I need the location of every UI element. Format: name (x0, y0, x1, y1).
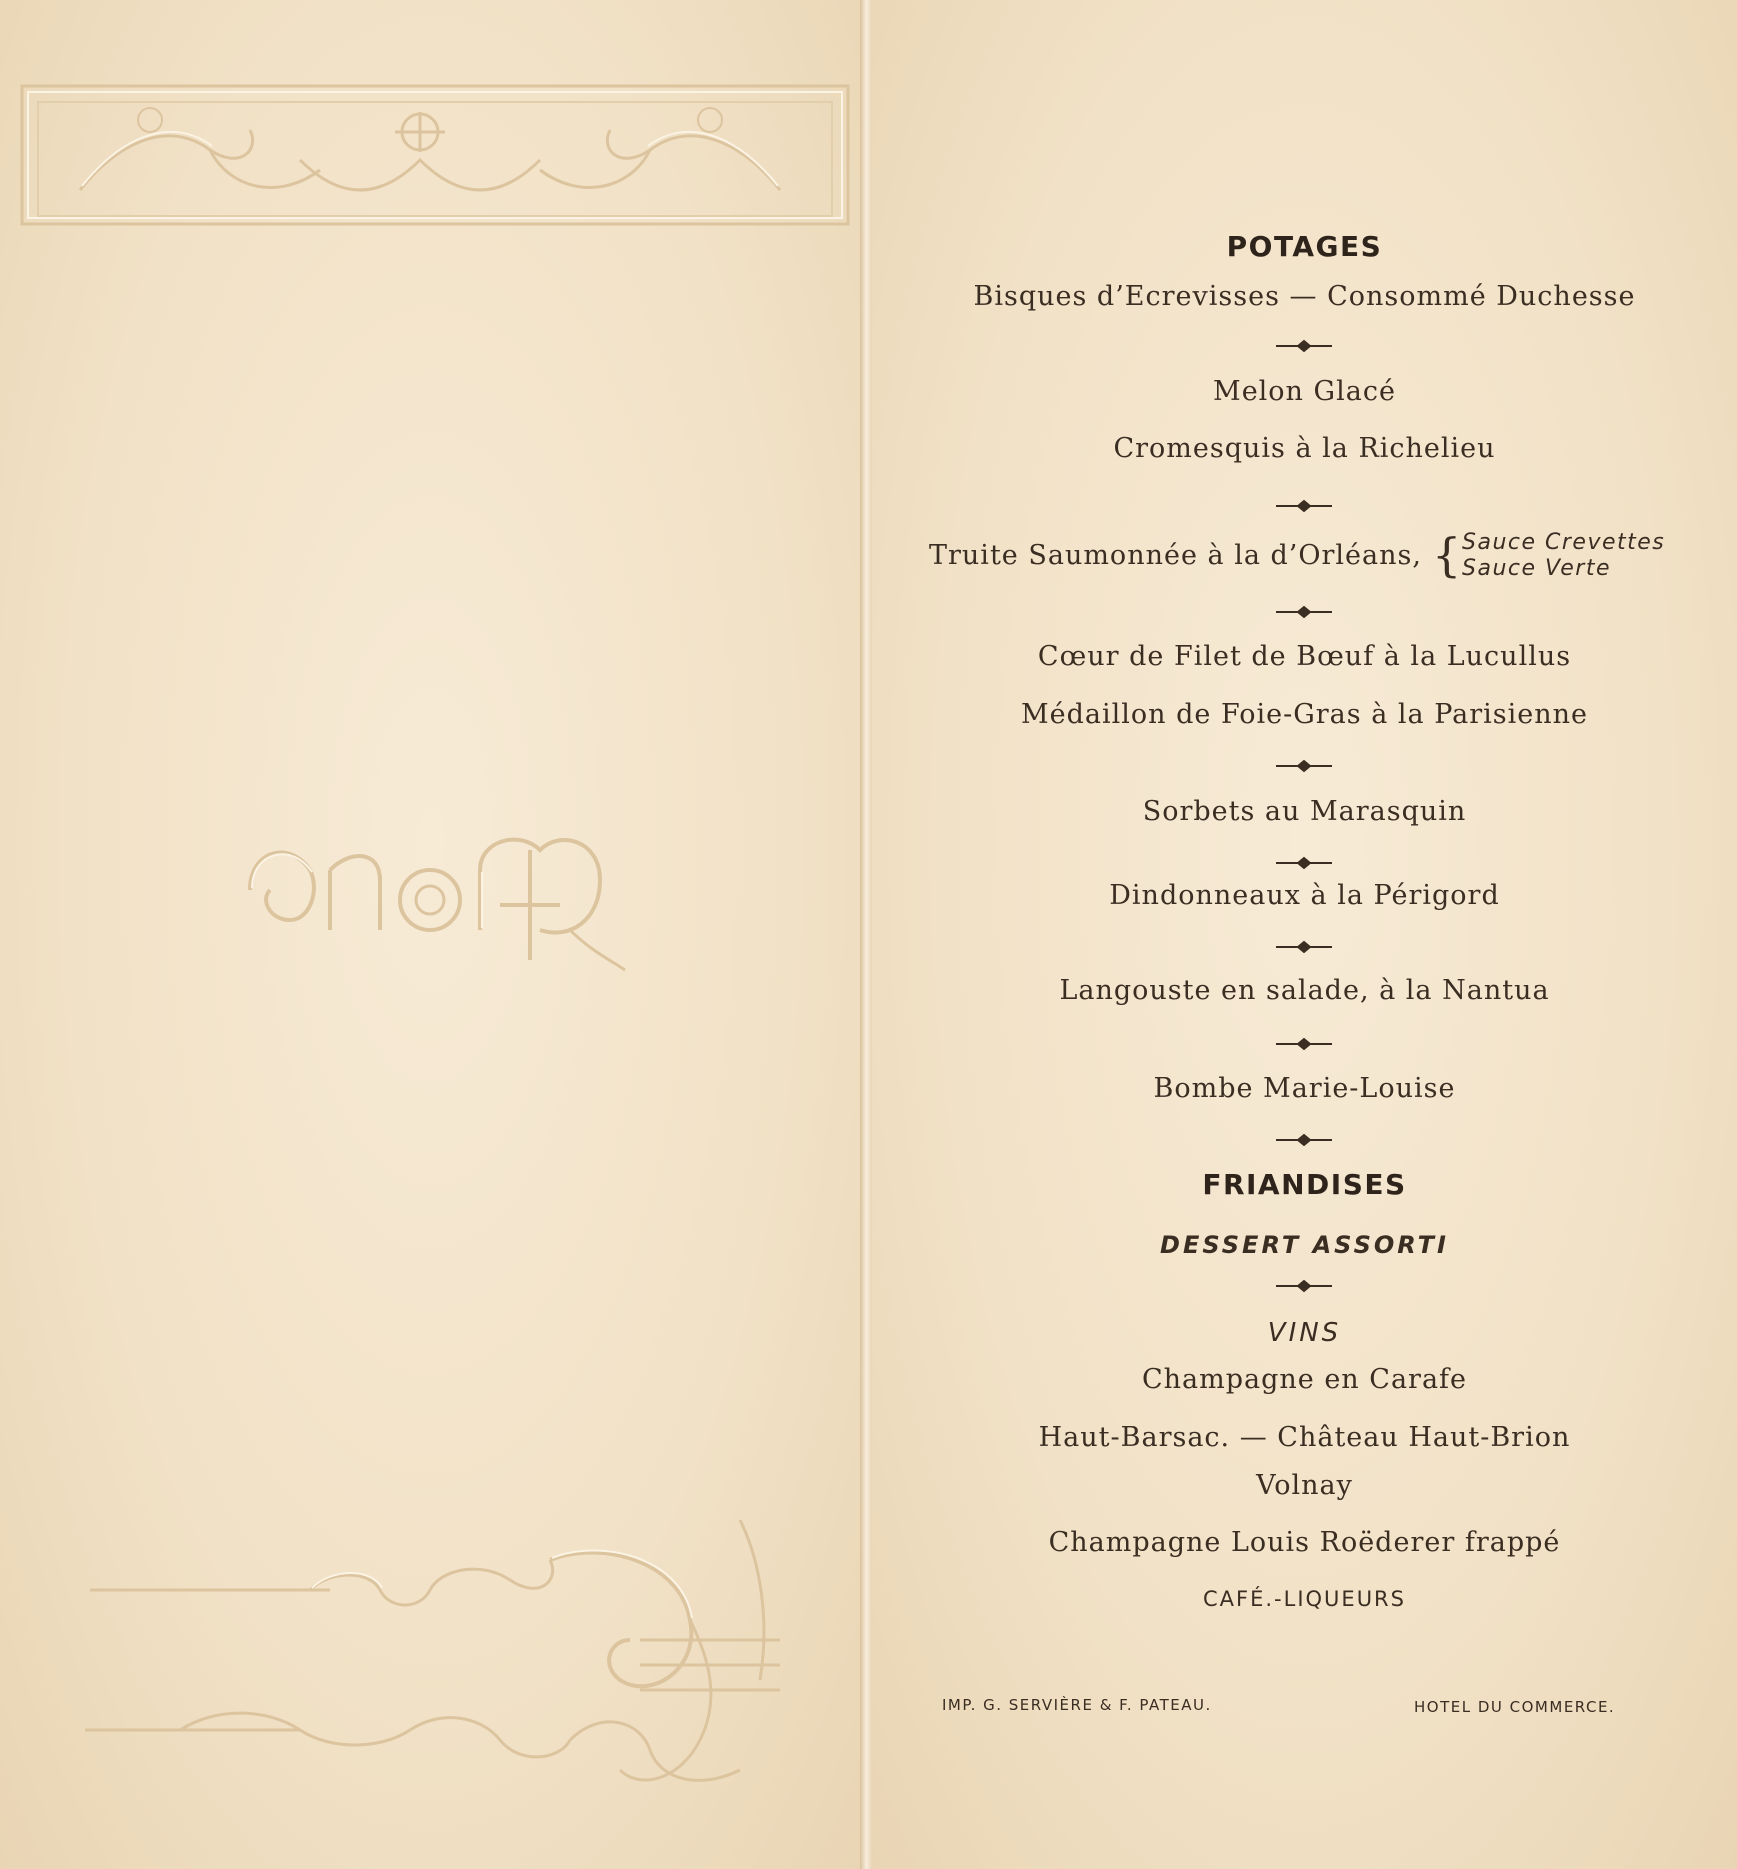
dessert-assorti: DESSERT ASSORTI (1160, 1231, 1449, 1259)
scroll-ornament-icon (0, 1500, 862, 1840)
divider-ornament-icon (1272, 498, 1336, 514)
vin-champagne-roederer: Champagne Louis Roëderer frappé (1048, 1527, 1561, 1558)
cover-panel (0, 0, 862, 1869)
menu-monogram-icon (230, 810, 630, 990)
cafe-liqueurs: CAFÉ.-LIQUEURS (1203, 1587, 1406, 1611)
sauce-verte: Sauce Verte (1462, 556, 1612, 581)
vin-champagne-carafe: Champagne en Carafe (1141, 1364, 1468, 1395)
menu-text-column (872, 0, 1737, 1869)
vins-heading: VINS (1267, 1318, 1342, 1348)
item-medaillon: Médaillon de Foie-Gras à la Parisienne (1020, 699, 1589, 730)
printer-imprint: IMP. G. SERVIÈRE & F. PATEAU. (942, 1696, 1212, 1714)
divider-ornament-icon (1272, 855, 1336, 871)
frieze-ornament-icon (0, 0, 862, 260)
potages-heading: POTAGES (1226, 230, 1383, 263)
vin-volnay: Volnay (1256, 1470, 1353, 1501)
brace-glyph: { (1432, 528, 1462, 582)
item-coeur: Cœur de Filet de Bœuf à la Lucullus (1037, 641, 1572, 672)
hotel-name: HOTEL DU COMMERCE. (1414, 1698, 1616, 1716)
vin-haut-barsac: Haut-Barsac. — Château Haut-Brion (1038, 1422, 1571, 1453)
item-cromesquis: Cromesquis à la Richelieu (1113, 433, 1496, 464)
item-sorbets: Sorbets au Marasquin (1142, 796, 1467, 827)
item-bombe: Bombe Marie-Louise (1153, 1073, 1456, 1104)
friandises-heading: FRIANDISES (1202, 1168, 1407, 1201)
divider-ornament-icon (1272, 338, 1336, 354)
item-truite: Truite Saumonnée à la d’Orléans, (929, 540, 1422, 571)
item-dindonneaux: Dindonneaux à la Périgord (1109, 880, 1500, 911)
item-melon: Melon Glacé (1213, 376, 1396, 407)
potages-items: Bisques d’Ecrevisses — Consommé Duchesse (973, 281, 1636, 312)
divider-ornament-icon (1272, 1036, 1336, 1052)
truite-entry (872, 528, 1737, 588)
divider-ornament-icon (1272, 758, 1336, 774)
divider-ornament-icon (1272, 604, 1336, 620)
item-langouste: Langouste en salade, à la Nantua (1059, 975, 1550, 1006)
divider-ornament-icon (1272, 939, 1336, 955)
divider-ornament-icon (1272, 1132, 1336, 1148)
sauce-crevettes: Sauce Crevettes (1462, 530, 1666, 555)
divider-ornament-icon (1272, 1278, 1336, 1294)
